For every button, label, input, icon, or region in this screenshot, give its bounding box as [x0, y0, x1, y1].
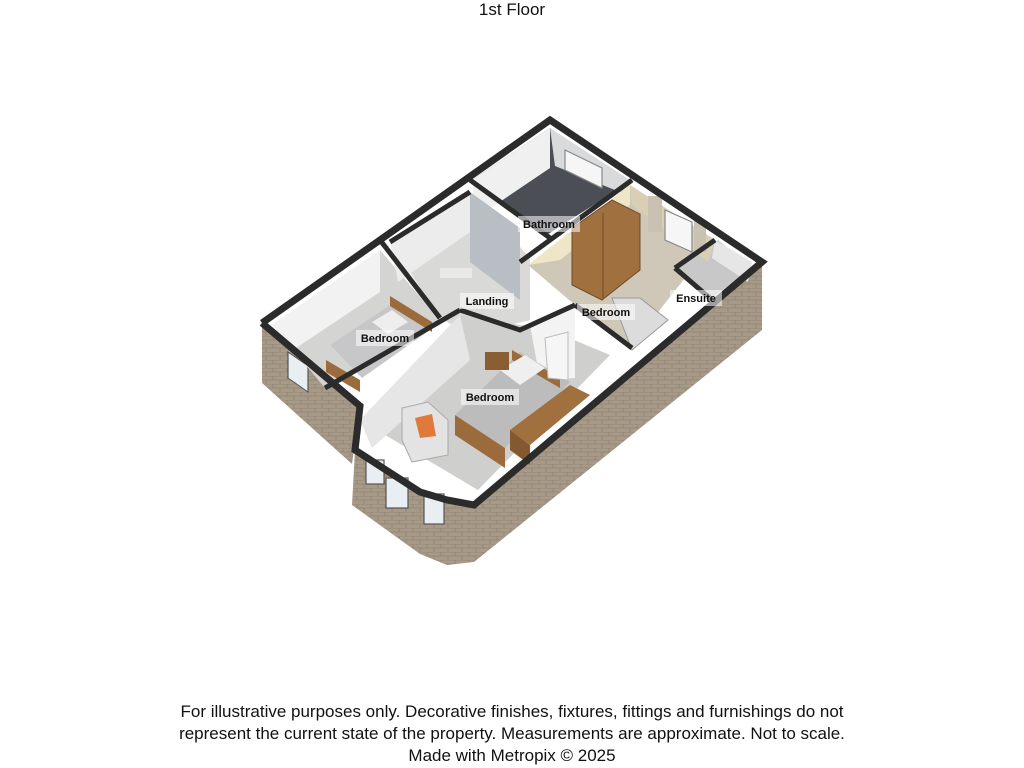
disclaimer-line-3: Made with Metropix © 2025: [408, 746, 616, 765]
label-bathroom: Bathroom: [523, 219, 575, 231]
floor-title: 1st Floor: [478, 0, 546, 19]
label-ensuite: Ensuite: [676, 293, 716, 305]
label-bedroom-right: Bedroom: [581, 307, 631, 319]
label-bedroom-front: Bedroom: [465, 392, 515, 404]
disclaimer-line-1: For illustrative purposes only. Decorative finishes, fixtures, fittings and furnishings do not: [180, 702, 844, 721]
label-landing: Landing: [465, 296, 509, 308]
disclaimer-line-2: represent the current state of the property. Measurements are approximate. Not to scale.: [179, 724, 845, 743]
label-bedroom-left: Bedroom: [360, 333, 410, 345]
disclaimer: [0, 701, 1024, 767]
